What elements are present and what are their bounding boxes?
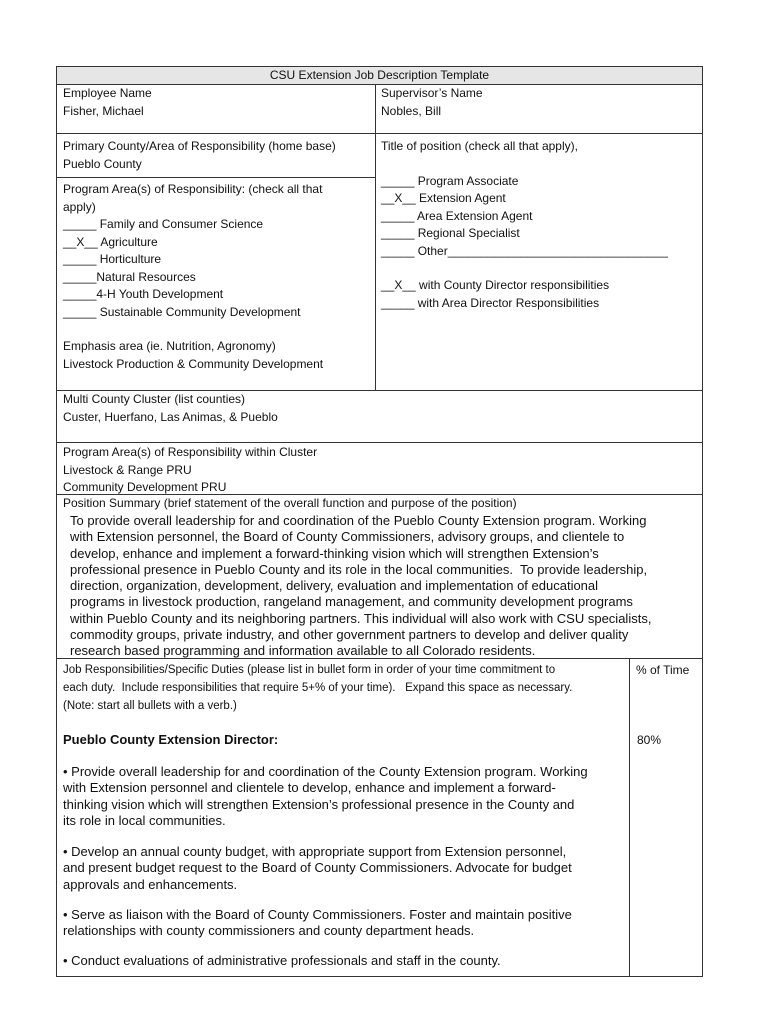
primary-county-value: Pueblo County <box>63 156 142 171</box>
column-divider-time <box>629 658 630 977</box>
form-title: CSU Extension Job Description Template <box>57 67 702 85</box>
row-divider <box>57 442 702 443</box>
position-summary-label: Position Summary (brief statement of the overall function and purpose of the position) <box>63 496 517 510</box>
summary-line: programs in livestock production, rangeland management, and community development programs <box>70 594 633 610</box>
cluster-program-value: Livestock & Range PRU <box>63 462 192 477</box>
job-responsibilities-header <box>63 661 628 715</box>
bullet-line: and present budget request to the Board of County Commissioners. Advocate for budget <box>63 860 572 876</box>
multi-county-cell <box>63 391 693 426</box>
supervisor-name-value: Nobles, Bill <box>381 103 442 118</box>
position-title-item: _____ Regional Specialist <box>381 226 520 240</box>
summary-line: with Extension personnel, the Board of County Commissioners, advisory groups, and clientele to <box>70 529 625 545</box>
program-area-item: _____4-H Youth Development <box>63 287 224 301</box>
summary-line: direction, organization, development, delivery, evaluation and implementation of educational <box>70 578 599 594</box>
job-header-line: Job Responsibilities/Specific Duties (please list in bullet form in order of your time commitment to <box>63 664 556 676</box>
position-title-item: _____ Program Associate <box>381 173 519 188</box>
supervisor-name-label: Supervisor’s Name <box>381 86 483 100</box>
bullet-line: • Conduct evaluations of administrative professionals and staff in the county. <box>63 953 501 968</box>
program-area-item: _____ Family and Consumer Science <box>63 217 264 231</box>
section-percent: 80% <box>637 733 662 747</box>
director-item: _____ with Area Director Responsibilities <box>381 295 600 310</box>
multi-county-value: Custer, Huerfano, Las Animas, & Pueblo <box>63 409 278 424</box>
bullet-item <box>63 764 628 829</box>
job-description-form <box>56 66 703 977</box>
row-divider-left <box>57 177 375 178</box>
cluster-program-value: Community Development PRU <box>63 480 227 494</box>
bullet-line: • Provide overall leadership for and coordination of the County Extension program. Working <box>63 764 588 779</box>
supervisor-name-cell <box>381 85 691 120</box>
cluster-program-cell <box>63 444 693 497</box>
employee-name-value: Fisher, Michael <box>63 103 144 118</box>
bullet-line: • Serve as liaison with the Board of County Commissioners. Foster and maintain positive <box>63 907 572 922</box>
bullet-item <box>63 907 628 940</box>
program-area-item: _____Natural Resources <box>63 269 196 284</box>
program-area-item: _____ Sustainable Community Development <box>63 304 301 319</box>
row-divider <box>57 658 702 659</box>
bullet-line: relationships with county commissioners and county department heads. <box>63 923 475 939</box>
bullet-item <box>63 953 628 969</box>
job-header-line: (Note: start all bullets with a verb.) <box>63 700 237 712</box>
multi-county-label: Multi County Cluster (list counties) <box>63 392 246 406</box>
emphasis-value: Livestock Production & Community Development <box>63 356 324 371</box>
position-summary-text <box>70 513 700 660</box>
column-divider-top <box>375 84 376 390</box>
primary-county-cell <box>63 138 373 173</box>
employee-name-cell <box>63 85 373 120</box>
percent-time-header: % of Time <box>636 663 690 677</box>
cluster-program-label: Program Area(s) of Responsibility within Cluster <box>63 445 318 459</box>
bullet-line: thinking vision which will strengthen Extension’s professional presence in the County and <box>63 796 575 812</box>
summary-line: professional presence in Pueblo County and its role in the local communities. To provide leadership, <box>70 561 648 577</box>
section-title: Pueblo County Extension Director: <box>63 732 279 747</box>
position-title-item: _____ Area Extension Agent <box>381 208 533 223</box>
job-header-line: each duty. Include responsibilities that require 5+% of your time). Expand this space as necessary. <box>63 682 573 694</box>
bullet-item <box>63 844 628 893</box>
program-area-item: _____ Horticulture <box>63 252 162 266</box>
summary-line: within Pueblo County and its neighboring partners. This individual will also work with CSU specialists, <box>70 610 652 626</box>
bullet-line: approvals and enhancements. <box>63 876 238 892</box>
program-area-item: __X__ Agriculture <box>63 234 158 249</box>
primary-county-label: Primary County/Area of Responsibility (home base) <box>63 139 336 153</box>
position-title-item: __X__ Extension Agent <box>381 191 506 205</box>
program-areas-label-cont: apply) <box>63 199 96 214</box>
summary-line: commodity groups, private industry, and other government partners to develop and deliver quality <box>70 627 629 643</box>
emphasis-label: Emphasis area (ie. Nutrition, Agronomy) <box>63 339 276 353</box>
summary-line: To provide overall leadership for and coordination of the Pueblo County Extension program. Working <box>70 513 647 528</box>
row-divider <box>57 133 702 134</box>
position-title-item: _____ Other_________________________________ <box>381 243 668 258</box>
bullet-line: its role in local communities. <box>63 812 226 828</box>
bullet-line: • Develop an annual county budget, with appropriate support from Extension personnel, <box>63 844 567 859</box>
summary-line: research based programming and information available to all Colorado residents. <box>70 643 536 659</box>
position-title-cell <box>381 138 701 312</box>
bullet-line: with Extension personnel and clientele to develop, enhance and implement a forward- <box>63 780 556 796</box>
program-areas-cell <box>63 181 373 373</box>
employee-name-label: Employee Name <box>63 86 152 100</box>
director-item: __X__ with County Director responsibilities <box>381 278 610 292</box>
summary-line: develop, enhance and implement a forward-thinking vision which will strengthen Extension’s <box>70 545 599 561</box>
position-title-label: Title of position (check all that apply), <box>381 139 578 153</box>
program-areas-label: Program Area(s) of Responsibility: (check all that <box>63 182 323 196</box>
